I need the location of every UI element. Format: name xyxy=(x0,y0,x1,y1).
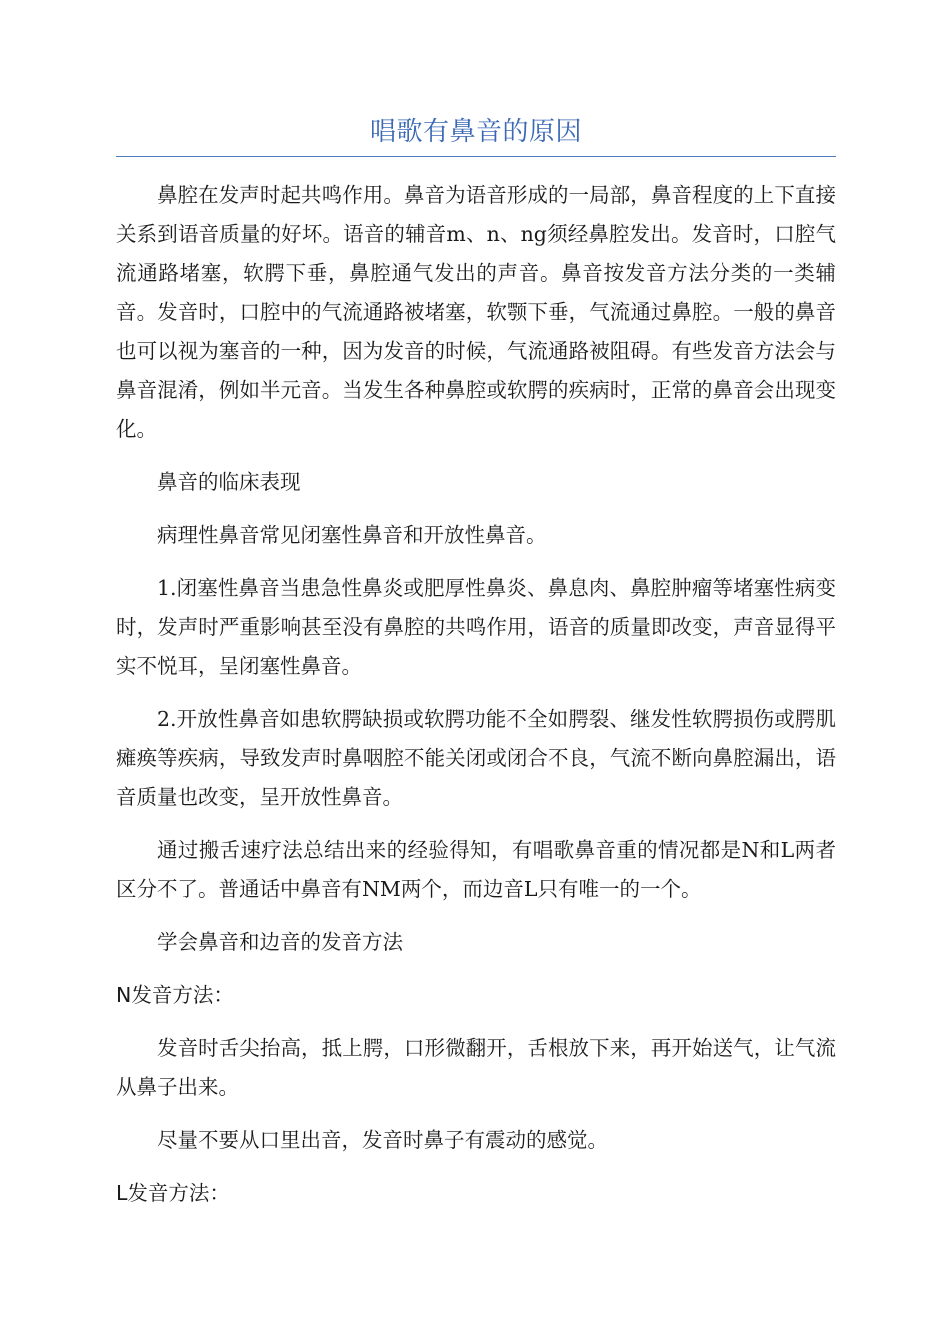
paragraph-item-1: 1.闭塞性鼻音当患急性鼻炎或肥厚性鼻炎、鼻息肉、鼻腔肿瘤等堵塞性病变时，发声时严重影响甚至没有鼻腔的共鸣作用，语音的质量即改变，声音显得平实不悦耳，呈闭塞性鼻音。 xyxy=(116,576,836,678)
paragraph-intro: 鼻腔在发声时起共鸣作用。鼻音为语音形成的一局部，鼻音程度的上下直接关系到语音质量的好坏。语音的辅音m、n、ng须经鼻腔发出。发音时，口腔气流通路堵塞，软腭下垂，鼻腔通气发出的声音。鼻音按发音方法分类的一类辅音。发音时，口腔中的气流通路被堵塞，软颚下垂，气流通过鼻腔。一般的鼻音也可以视为塞音的一种，因为发音的时候，气流通路被阻碍。有些发音方法会与鼻音混淆，例如半元音。当发生各种鼻腔或软腭的疾病时，正常的鼻音会出现变化。 xyxy=(116,183,836,441)
l-method-label: 发音方法： xyxy=(127,1181,230,1205)
paragraph-n-method: 发音时舌尖抬高，抵上腭，口形微翻开，舌根放下来，再开始送气，让气流从鼻子出来。 xyxy=(116,1036,836,1099)
paragraph-n-tip: 尽量不要从口里出音，发音时鼻子有震动的感觉。 xyxy=(157,1128,608,1152)
page-title: 唱歌有鼻音的原因 xyxy=(369,117,582,147)
paragraph-item-2: 2.开放性鼻音如患软腭缺损或软腭功能不全如腭裂、继发性软腭损伤或腭肌瘫痪等疾病，导致发声时鼻咽腔不能关闭或闭合不良，气流不断向鼻腔漏出，语音质量也改变，呈开放性鼻音。 xyxy=(116,707,836,809)
paragraph-l-method-heading xyxy=(116,1174,836,1213)
title-block xyxy=(116,112,836,157)
n-method-label: 发音方法： xyxy=(131,983,234,1007)
paragraph-heading-clinical: 鼻音的临床表现 xyxy=(157,470,301,494)
paragraph-experience: 通过搬舌速疗法总结出来的经验得知，有唱歌鼻音重的情况都是N和L两者区分不了。普通话中鼻音有NM两个，而边音L只有唯一的一个。 xyxy=(116,838,836,901)
paragraph-n-method-heading xyxy=(116,976,836,1015)
l-letter: L xyxy=(116,1181,128,1205)
document-body xyxy=(116,176,836,1227)
n-letter: N xyxy=(116,983,132,1007)
paragraph-heading-methods: 学会鼻音和边音的发音方法 xyxy=(157,930,403,954)
paragraph-pathological: 病理性鼻音常见闭塞性鼻音和开放性鼻音。 xyxy=(157,523,547,547)
